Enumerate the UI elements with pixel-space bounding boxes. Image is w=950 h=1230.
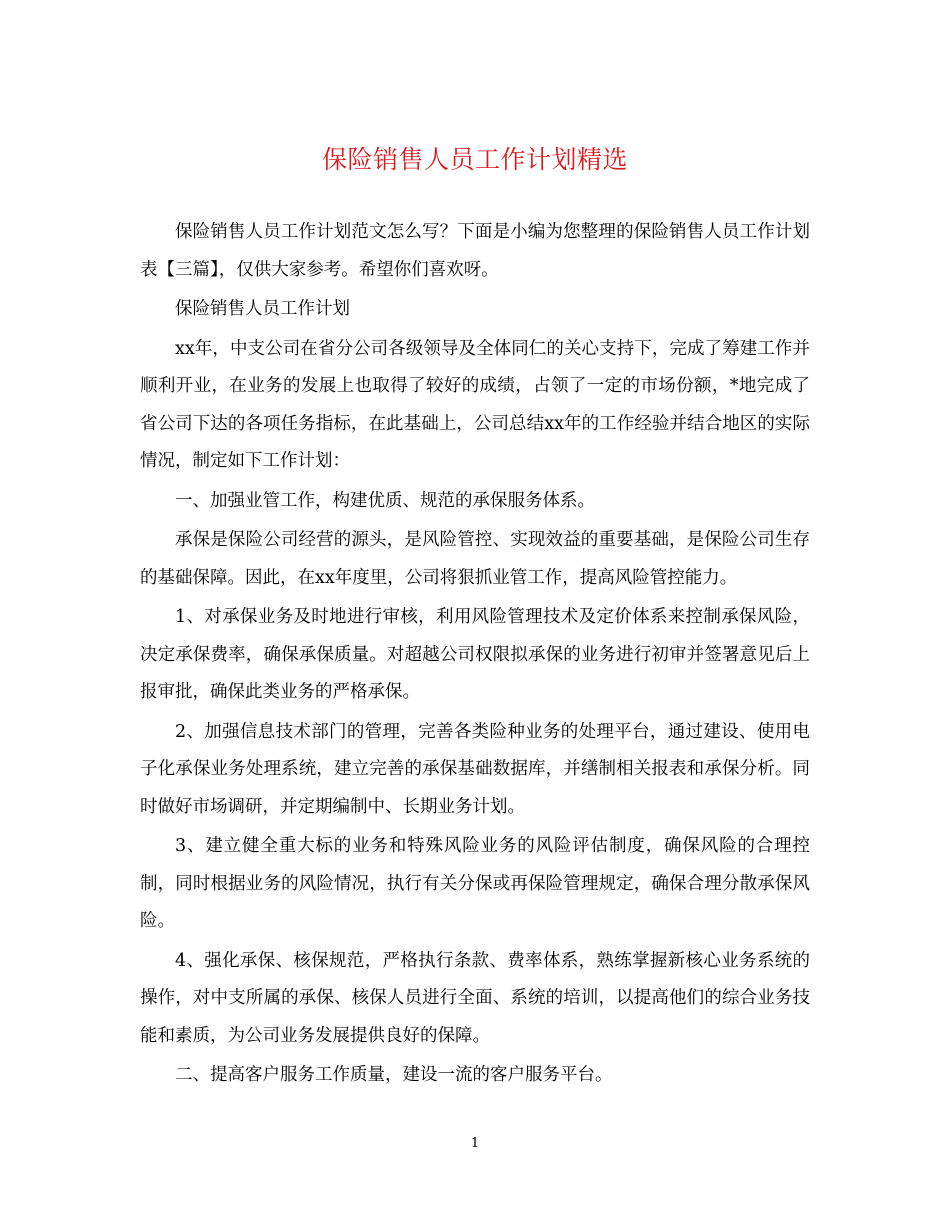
list-item-2: 2、加强信息技术部门的管理，完善各类险种业务的处理平台，通过建设、使用电子化承保业务处理系统，建立完善的承保基础数据库，并缮制相关报表和承保分析。同时做好市场调研，并定期编制中、长期业务计划。: [140, 721, 810, 817]
paragraph-intro: 保险销售人员工作计划范文怎么写？下面是小编为您整理的保险销售人员工作计划表【三篇】，仅供大家参考。希望你们喜欢呀。: [140, 222, 810, 280]
paragraph-underwriting: 承保是保险公司经营的源头，是风险管控、实现效益的重要基础，是保险公司生存的基础保障。因此，在xx年度里，公司将狠抓业管工作，提高风险管控能力。: [140, 530, 810, 588]
document-title: 保险销售人员工作计划精选: [321, 145, 628, 174]
list-item-3: 3、建立健全重大标的业务和特殊风险业务的风险评估制度，确保风险的合理控制，同时根据业务的风险情况，执行有关分保或再保险管理规定，确保合理分散承保风险。: [140, 836, 810, 931]
section-heading-1: 一、加强业管工作，构建优质、规范的承保服务体系。: [175, 490, 595, 511]
page-number: 1: [470, 1136, 480, 1151]
section-heading-2: 二、提高客户服务工作质量，建设一流的客户服务平台。: [175, 1065, 613, 1085]
paragraph-summary: xx年，中支公司在省分公司各级领导及全体同仁的关心支持下，完成了筹建工作并顺利开业，在业务的发展上也取得了较好的成绩，占领了一定的市场份额，*地完成了省公司下达的各项任务指标，在此基础上，公司总结xx年的工作经验并结合地区的实际情况，制定如下工作计划：: [140, 338, 810, 471]
list-item-1: 1、对承保业务及时地进行审核，利用风险管理技术及定价体系来控制承保风险，决定承保费率，确保承保质量。对超越公司权限拟承保的业务进行初审并签署意见后上报审批，确保此类业务的严格承保。: [140, 607, 810, 702]
paragraph-heading: 保险销售人员工作计划: [175, 299, 350, 319]
list-item-4: 4、强化承保、核保规范，严格执行条款、费率体系，熟练掌握新核心业务系统的操作，对中支所属的承保、核保人员进行全面、系统的培训，以提高他们的综合业务技能和素质，为公司业务发展提供良好的保障。: [140, 950, 810, 1046]
document-body: [140, 214, 810, 1097]
